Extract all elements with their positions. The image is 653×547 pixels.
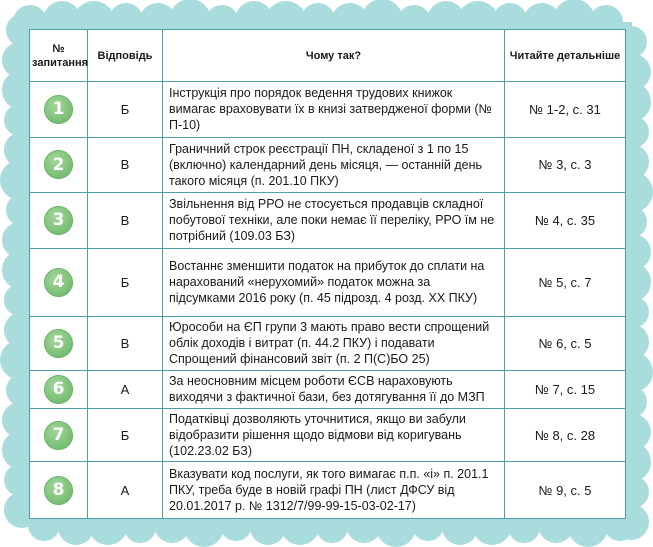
answer-cell: Б	[88, 408, 163, 461]
table-row	[30, 317, 626, 370]
header-question-number: № запитання	[30, 30, 88, 82]
answers-table	[29, 29, 626, 519]
answer-cell: Б	[88, 82, 163, 138]
question-number-badge: 1	[44, 95, 73, 124]
reference-cell: № 6, с. 5	[505, 317, 626, 370]
question-number-badge: 8	[44, 476, 73, 505]
reference-cell: № 5, с. 7	[505, 248, 626, 317]
answer-cell: А	[88, 370, 163, 408]
answer-cell: А	[88, 462, 163, 519]
answer-cell: В	[88, 317, 163, 370]
explanation-cell: Інструкція про порядок ведення трудових книжок вимагає враховувати їх в книзі затвердженої форми (№ П-10)	[163, 82, 505, 138]
question-number-cell	[30, 317, 88, 370]
reference-cell: № 7, с. 15	[505, 370, 626, 408]
reference-cell: № 9, с. 5	[505, 462, 626, 519]
answers-table-container	[29, 29, 625, 519]
reference-cell: № 8, с. 28	[505, 408, 626, 461]
table-row	[30, 193, 626, 249]
table-row	[30, 408, 626, 461]
explanation-cell: Вказувати код послуги, як того вимагає п.п. «і» п. 201.1 ПКУ, треба буде в новій графі ПН (лист ДФСУ від 20.01.2017 р. № 1312/7/99-99-15-03-02-17)	[163, 462, 505, 519]
answer-cell: В	[88, 193, 163, 249]
explanation-cell: Податківці дозволяють уточнитися, якщо ви забули відобразити рішення щодо відмови від коригувань (102.23.02 БЗ)	[163, 408, 505, 461]
header-answer: Відповідь	[88, 30, 163, 82]
table-row	[30, 82, 626, 138]
question-number-badge: 3	[44, 206, 73, 235]
question-number-cell	[30, 462, 88, 519]
table-row	[30, 462, 626, 519]
question-number-cell	[30, 82, 88, 138]
table-row	[30, 248, 626, 317]
table-row	[30, 137, 626, 193]
explanation-cell: Звільнення від РРО не стосується продавців складної побутової техніки, але поки немає її переліку, РРО їм не потрібний (109.03 БЗ)	[163, 193, 505, 249]
explanation-cell: Граничний строк реєстрації ПН, складеної з 1 по 15 (включно) календарний день місяця, — останній день такого місяця (п. 201.10 ПКУ)	[163, 137, 505, 193]
explanation-cell: Востаннє зменшити податок на прибуток до сплати на нарахований «нерухомий» податок можна за підсумками 2016 року (п. 45 підрозд. 4 розд. ХХ ПКУ)	[163, 248, 505, 317]
reference-cell: № 1-2, с. 31	[505, 82, 626, 138]
table-row	[30, 370, 626, 408]
question-number-cell	[30, 248, 88, 317]
reference-cell: № 4, с. 35	[505, 193, 626, 249]
question-number-cell	[30, 408, 88, 461]
question-number-cell	[30, 370, 88, 408]
header-read-more: Читайте детальніше	[505, 30, 626, 82]
question-number-badge: 2	[44, 150, 73, 179]
question-number-badge: 6	[44, 375, 73, 404]
answer-cell: В	[88, 137, 163, 193]
question-number-badge: 5	[44, 329, 73, 358]
reference-cell: № 3, с. 3	[505, 137, 626, 193]
header-why: Чому так?	[163, 30, 505, 82]
question-number-cell	[30, 193, 88, 249]
answer-cell: Б	[88, 248, 163, 317]
explanation-cell: За неосновним місцем роботи ЄСВ нараховують виходячи з фактичної бази, без дотягування її до МЗП	[163, 370, 505, 408]
question-number-badge: 7	[44, 421, 73, 450]
question-number-badge: 4	[44, 268, 73, 297]
question-number-cell	[30, 137, 88, 193]
table-header-row	[30, 30, 626, 82]
explanation-cell: Юрособи на ЄП групи 3 мають право вести спрощений облік доходів і витрат (п. 44.2 ПКУ) і подавати Спрощений фінансовий звіт (п. 2 П(С)БО 25)	[163, 317, 505, 370]
